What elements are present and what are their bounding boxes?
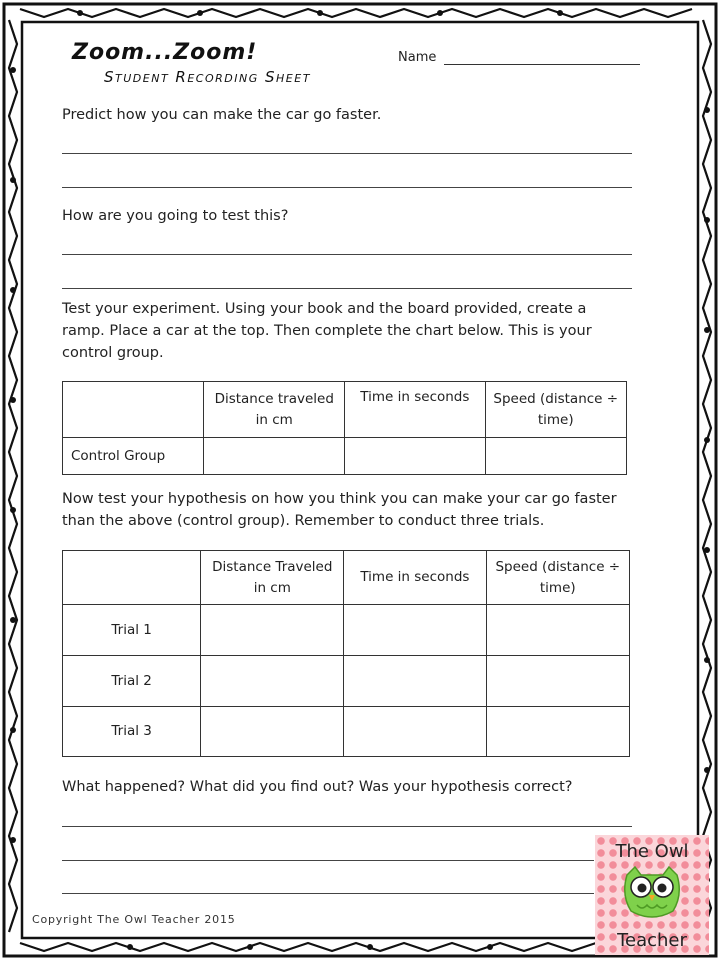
border-dot (10, 617, 16, 623)
answer-line[interactable] (62, 893, 594, 894)
table-header-cell: Time in seconds (344, 551, 486, 605)
worksheet-subtitle: Student Recording Sheet (104, 68, 311, 86)
hypothesis-instructions: Now test your hypothesis on how you think you can make your car go faster than the above (control group). Remember to conduct three trials. (62, 491, 617, 529)
name-label: Name (398, 50, 437, 65)
table-cell-input[interactable] (486, 707, 629, 757)
table-cell-input[interactable] (344, 605, 486, 656)
zigzag-line (703, 20, 711, 932)
table-cell-input[interactable] (201, 605, 344, 656)
border-dot (704, 767, 710, 773)
copyright-text: Copyright The Owl Teacher 2015 (32, 913, 236, 926)
table-header-cell (63, 551, 201, 605)
border-dot (704, 657, 710, 663)
name-blank-line[interactable] (444, 50, 640, 65)
border-dot (10, 287, 16, 293)
answer-line[interactable] (62, 153, 632, 154)
border-dot (10, 67, 16, 73)
row-label: Control Group (63, 438, 204, 475)
table-cell-input[interactable] (201, 656, 344, 707)
conclusion-question: What happened? What did you find out? Was your hypothesis correct? (62, 779, 573, 795)
table-cell-input[interactable] (344, 656, 486, 707)
border-dot (247, 944, 253, 950)
zigzag-line (20, 943, 692, 951)
answer-line[interactable] (62, 254, 632, 255)
row-label: Trial 2 (63, 656, 201, 707)
table-cell-input[interactable] (204, 438, 345, 475)
table-header-cell: Time in seconds (345, 382, 485, 438)
table-cell-input[interactable] (485, 438, 627, 475)
table-header-cell: Distance Traveled in cm (201, 551, 344, 605)
table-cell-input[interactable] (345, 438, 485, 475)
predict-question: Predict how you can make the car go faster. (62, 107, 382, 123)
border-dot (10, 727, 16, 733)
border-dot (557, 10, 563, 16)
answer-line[interactable] (62, 860, 594, 861)
logo-text-top: The Owl (615, 841, 689, 862)
table-cell-input[interactable] (344, 707, 486, 757)
owl-icon (617, 865, 687, 921)
table-row (63, 605, 630, 656)
answer-line[interactable] (62, 288, 632, 289)
table-row (63, 707, 630, 757)
table-row (63, 656, 630, 707)
table-cell-input[interactable] (201, 707, 344, 757)
trials-table (62, 550, 630, 757)
border-dot (367, 944, 373, 950)
zigzag-line (20, 9, 692, 17)
border-dot (10, 837, 16, 843)
border-dot (77, 10, 83, 16)
border-dot (197, 10, 203, 16)
table-header-cell (63, 382, 204, 438)
experiment-instructions: Test your experiment. Using your book and the board provided, create a ramp. Place a car at the top. Then complete the chart below. This is your control group. (62, 301, 592, 361)
table-cell-input[interactable] (486, 605, 629, 656)
border-dot (317, 10, 323, 16)
border-dot (704, 217, 710, 223)
row-label: Trial 3 (63, 707, 201, 757)
owl-teacher-logo (595, 835, 709, 955)
table-header-cell: Distance traveled in cm (204, 382, 345, 438)
logo-text-bottom: Teacher (617, 930, 687, 951)
table-header-cell: Speed (distance ÷ time) (486, 551, 629, 605)
table-header-row (63, 551, 630, 605)
border-dot (10, 397, 16, 403)
border-dot (704, 547, 710, 553)
table-cell-input[interactable] (486, 656, 629, 707)
border-dot (127, 944, 133, 950)
table-header-cell: Speed (distance ÷ time) (485, 382, 627, 438)
table-header-row (63, 382, 627, 438)
border-dot (487, 944, 493, 950)
table-row (63, 438, 627, 475)
border-dot (704, 327, 710, 333)
answer-line[interactable] (62, 826, 632, 827)
border-dot (704, 437, 710, 443)
row-label: Trial 1 (63, 605, 201, 656)
border-dot (704, 107, 710, 113)
name-field[interactable] (398, 50, 640, 65)
border-dot (437, 10, 443, 16)
test-how-question: How are you going to test this? (62, 208, 289, 224)
zigzag-line (9, 20, 17, 932)
control-group-table (62, 381, 627, 475)
border-dot (10, 177, 16, 183)
border-dot (10, 507, 16, 513)
worksheet-title: Zoom...Zoom! (72, 40, 258, 65)
answer-line[interactable] (62, 187, 632, 188)
